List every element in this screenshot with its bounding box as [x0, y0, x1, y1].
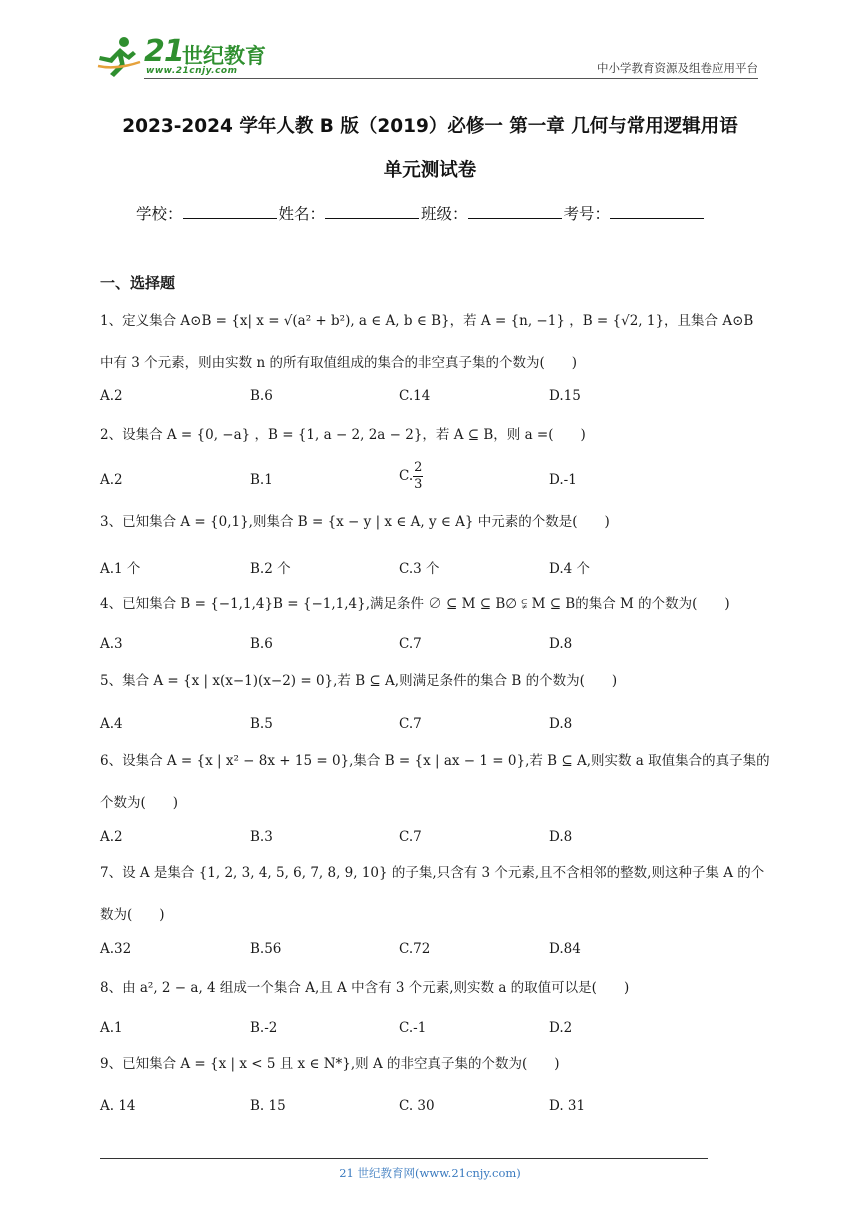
fraction	[413, 460, 423, 493]
option-c[interactable]: C.7	[399, 636, 422, 652]
option-c[interactable]: C.72	[399, 941, 431, 957]
question-9-line-1: 9、已知集合 A = {x | x < 5 且 x ∈ N*},则 A 的非空真子集的个数为( )	[100, 1056, 560, 1072]
page-subtitle: 单元测试卷	[383, 160, 477, 181]
name-label: 姓名：	[278, 205, 326, 223]
option-c[interactable]: C. 30	[399, 1098, 435, 1114]
exam-no-blank[interactable]	[610, 204, 704, 219]
option-b[interactable]: B.6	[250, 636, 273, 652]
school-blank[interactable]	[183, 204, 277, 219]
student-info-line	[136, 202, 706, 224]
question-6-line-2: 个数为( )	[100, 795, 179, 811]
school-label: 学校：	[136, 205, 183, 223]
class-label: 班级：	[421, 205, 468, 223]
question-6-line-1: 6、设集合 A = {x | x² − 8x + 15 = 0},集合 B = {x | ax − 1 = 0},若 B ⊆ A,则实数 a 取值集合的真子集的	[100, 753, 770, 769]
option-d[interactable]: D.84	[549, 941, 581, 957]
option-b[interactable]: B.2 个	[250, 561, 291, 577]
option-a[interactable]: A.3	[100, 636, 123, 652]
page-title: 2023-2024 学年人教 B 版（2019）必修一 第一章 几何与常用逻辑用语	[122, 116, 738, 137]
question-5-line-1: 5、集合 A = {x | x(x−1)(x−2) = 0},若 B ⊆ A,则满足条件的集合 B 的个数为( )	[100, 673, 618, 689]
name-blank[interactable]	[325, 204, 419, 219]
platform-name: 中小学教育资源及组卷应用平台	[597, 61, 758, 75]
option-d[interactable]: D.-1	[549, 472, 577, 488]
option-c[interactable]: C.-1	[399, 1020, 427, 1036]
option-d[interactable]: D.2	[549, 1020, 573, 1036]
option-a[interactable]: A.4	[100, 716, 123, 732]
runner-icon	[96, 36, 142, 78]
option-a[interactable]: A.2	[100, 388, 123, 404]
option-b[interactable]: B. 15	[250, 1098, 286, 1114]
exam-no-label: 考号：	[563, 205, 611, 223]
question-8-line-1: 8、由 a², 2 − a, 4 组成一个集合 A,且 A 中含有 3 个元素,则实数 a 的取值可以是( )	[100, 980, 630, 996]
option-b[interactable]: B.6	[250, 388, 273, 404]
option-d[interactable]: D.15	[549, 388, 581, 404]
option-d[interactable]: D.4 个	[549, 561, 591, 577]
option-d[interactable]: D.8	[549, 829, 573, 845]
logo-text: 世纪教育	[182, 44, 266, 68]
class-blank[interactable]	[468, 204, 562, 219]
footer-link[interactable]: 21 世纪教育网(www.21cnjy.com)	[339, 1166, 521, 1180]
option-b[interactable]: B.1	[250, 472, 273, 488]
header-divider	[144, 78, 758, 79]
option-b[interactable]: B.56	[250, 941, 282, 957]
option-a[interactable]: A.1 个	[100, 561, 141, 577]
option-c[interactable]	[399, 460, 423, 493]
question-4-line-1: 4、已知集合 B = {−1,1,4}B = {−1,1,4},满足条件 ∅ ⊆ M ⊆ B∅ ⫋ M ⊆ B的集合 M 的个数为( )	[100, 596, 730, 612]
option-d[interactable]: D.8	[549, 716, 573, 732]
option-c[interactable]: C.14	[399, 388, 431, 404]
option-a[interactable]: A. 14	[100, 1098, 136, 1114]
option-b[interactable]: B.5	[250, 716, 273, 732]
option-c[interactable]: C.3 个	[399, 561, 440, 577]
fraction-numerator: 2	[414, 460, 423, 475]
logo-number: 21	[144, 34, 184, 69]
question-7-line-2: 数为( )	[100, 907, 165, 923]
section-title: 一、选择题	[100, 274, 176, 292]
question-3-line-1: 3、已知集合 A = {0,1},则集合 B = {x − y | x ∈ A, y ∈ A} 中元素的个数是( )	[100, 514, 610, 530]
question-7-line-1: 7、设 A 是集合 {1, 2, 3, 4, 5, 6, 7, 8, 9, 10} 的子集,只含有 3 个元素,且不含相邻的整数,则这种子集 A 的个	[100, 865, 765, 881]
question-1-line-1: 1、定义集合 A⊙B = {x| x = √(a² + b²), a ∈ A, b ∈ B}，若 A = {n, −1} ，B = {√2, 1}，且集合 A⊙B	[100, 313, 754, 329]
logo-url: www.21cnjy.com	[146, 66, 238, 76]
option-a[interactable]: A.1	[100, 1020, 123, 1036]
option-c[interactable]: C.7	[399, 716, 422, 732]
option-a[interactable]: A.32	[100, 941, 132, 957]
option-c[interactable]: C.7	[399, 829, 422, 845]
footer-divider	[100, 1158, 708, 1159]
option-b[interactable]: B.3	[250, 829, 273, 845]
option-b[interactable]: B.-2	[250, 1020, 278, 1036]
option-d[interactable]: D.8	[549, 636, 573, 652]
option-c-label: C.	[399, 468, 414, 484]
page-header	[96, 34, 758, 80]
fraction-denominator: 3	[414, 477, 423, 492]
option-a[interactable]: A.2	[100, 829, 123, 845]
logo	[96, 34, 266, 78]
option-d[interactable]: D. 31	[549, 1098, 586, 1114]
question-1-line-2: 中有 3 个元素，则由实数 n 的所有取值组成的集合的非空真子集的个数为( )	[100, 355, 577, 371]
option-a[interactable]: A.2	[100, 472, 123, 488]
question-2-line-1: 2、设集合 A = {0, −a} ，B = {1, a − 2, 2a − 2}，若 A ⊆ B，则 a =( )	[100, 427, 586, 443]
